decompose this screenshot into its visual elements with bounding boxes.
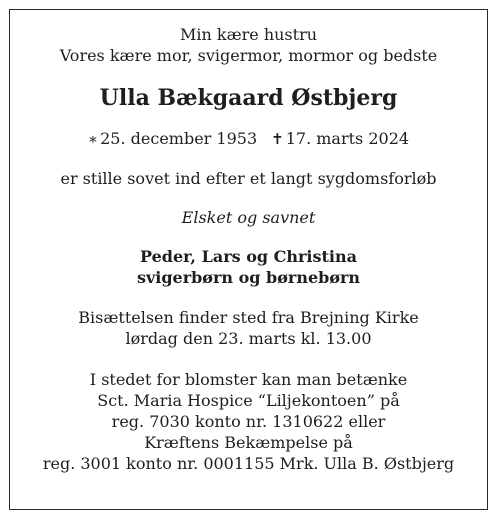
obituary-notice xyxy=(9,9,488,474)
intro-line-2: Vores kære mor, svigermor, mormor og bedste xyxy=(59,46,438,65)
death-cross-icon: ✝ xyxy=(271,130,284,148)
life-dates xyxy=(9,128,488,150)
funeral-line-2: lørdag den 23. marts kl. 13.00 xyxy=(125,329,372,348)
donation-line-5: reg. 3001 konto nr. 0001155 Mrk. Ulla B. Østbjerg xyxy=(42,454,455,473)
donation-block xyxy=(9,369,488,474)
birth-date: 25. december 1953 xyxy=(100,129,258,148)
funeral-block xyxy=(9,307,488,349)
donation-line-4: Kræftens Bekæmpelse på xyxy=(144,433,353,452)
tagline: Elsket og savnet xyxy=(181,208,316,227)
family-line-1: Peder, Lars og Christina xyxy=(140,247,357,266)
funeral-line-1: Bisættelsen finder sted fra Brejning Kirke xyxy=(78,308,419,327)
passing-text: er stille sovet ind efter et langt sygdomsforløb xyxy=(60,169,437,188)
donation-line-2: Sct. Maria Hospice “Liljekontoen” på xyxy=(97,391,400,410)
donation-line-3: reg. 7030 konto nr. 1310622 eller xyxy=(111,412,386,431)
birth-star-icon: ∗ xyxy=(87,130,99,148)
donation-line-1: I stedet for blomster kan man betænke xyxy=(89,370,408,389)
family-line-2: svigerbørn og børnebørn xyxy=(136,268,361,287)
deceased-name: Ulla Bækgaard Østbjerg xyxy=(99,85,398,111)
intro-block xyxy=(9,24,488,66)
family-block xyxy=(9,246,488,288)
intro-line-1: Min kære hustru xyxy=(179,25,318,44)
death-date: 17. marts 2024 xyxy=(285,129,410,148)
